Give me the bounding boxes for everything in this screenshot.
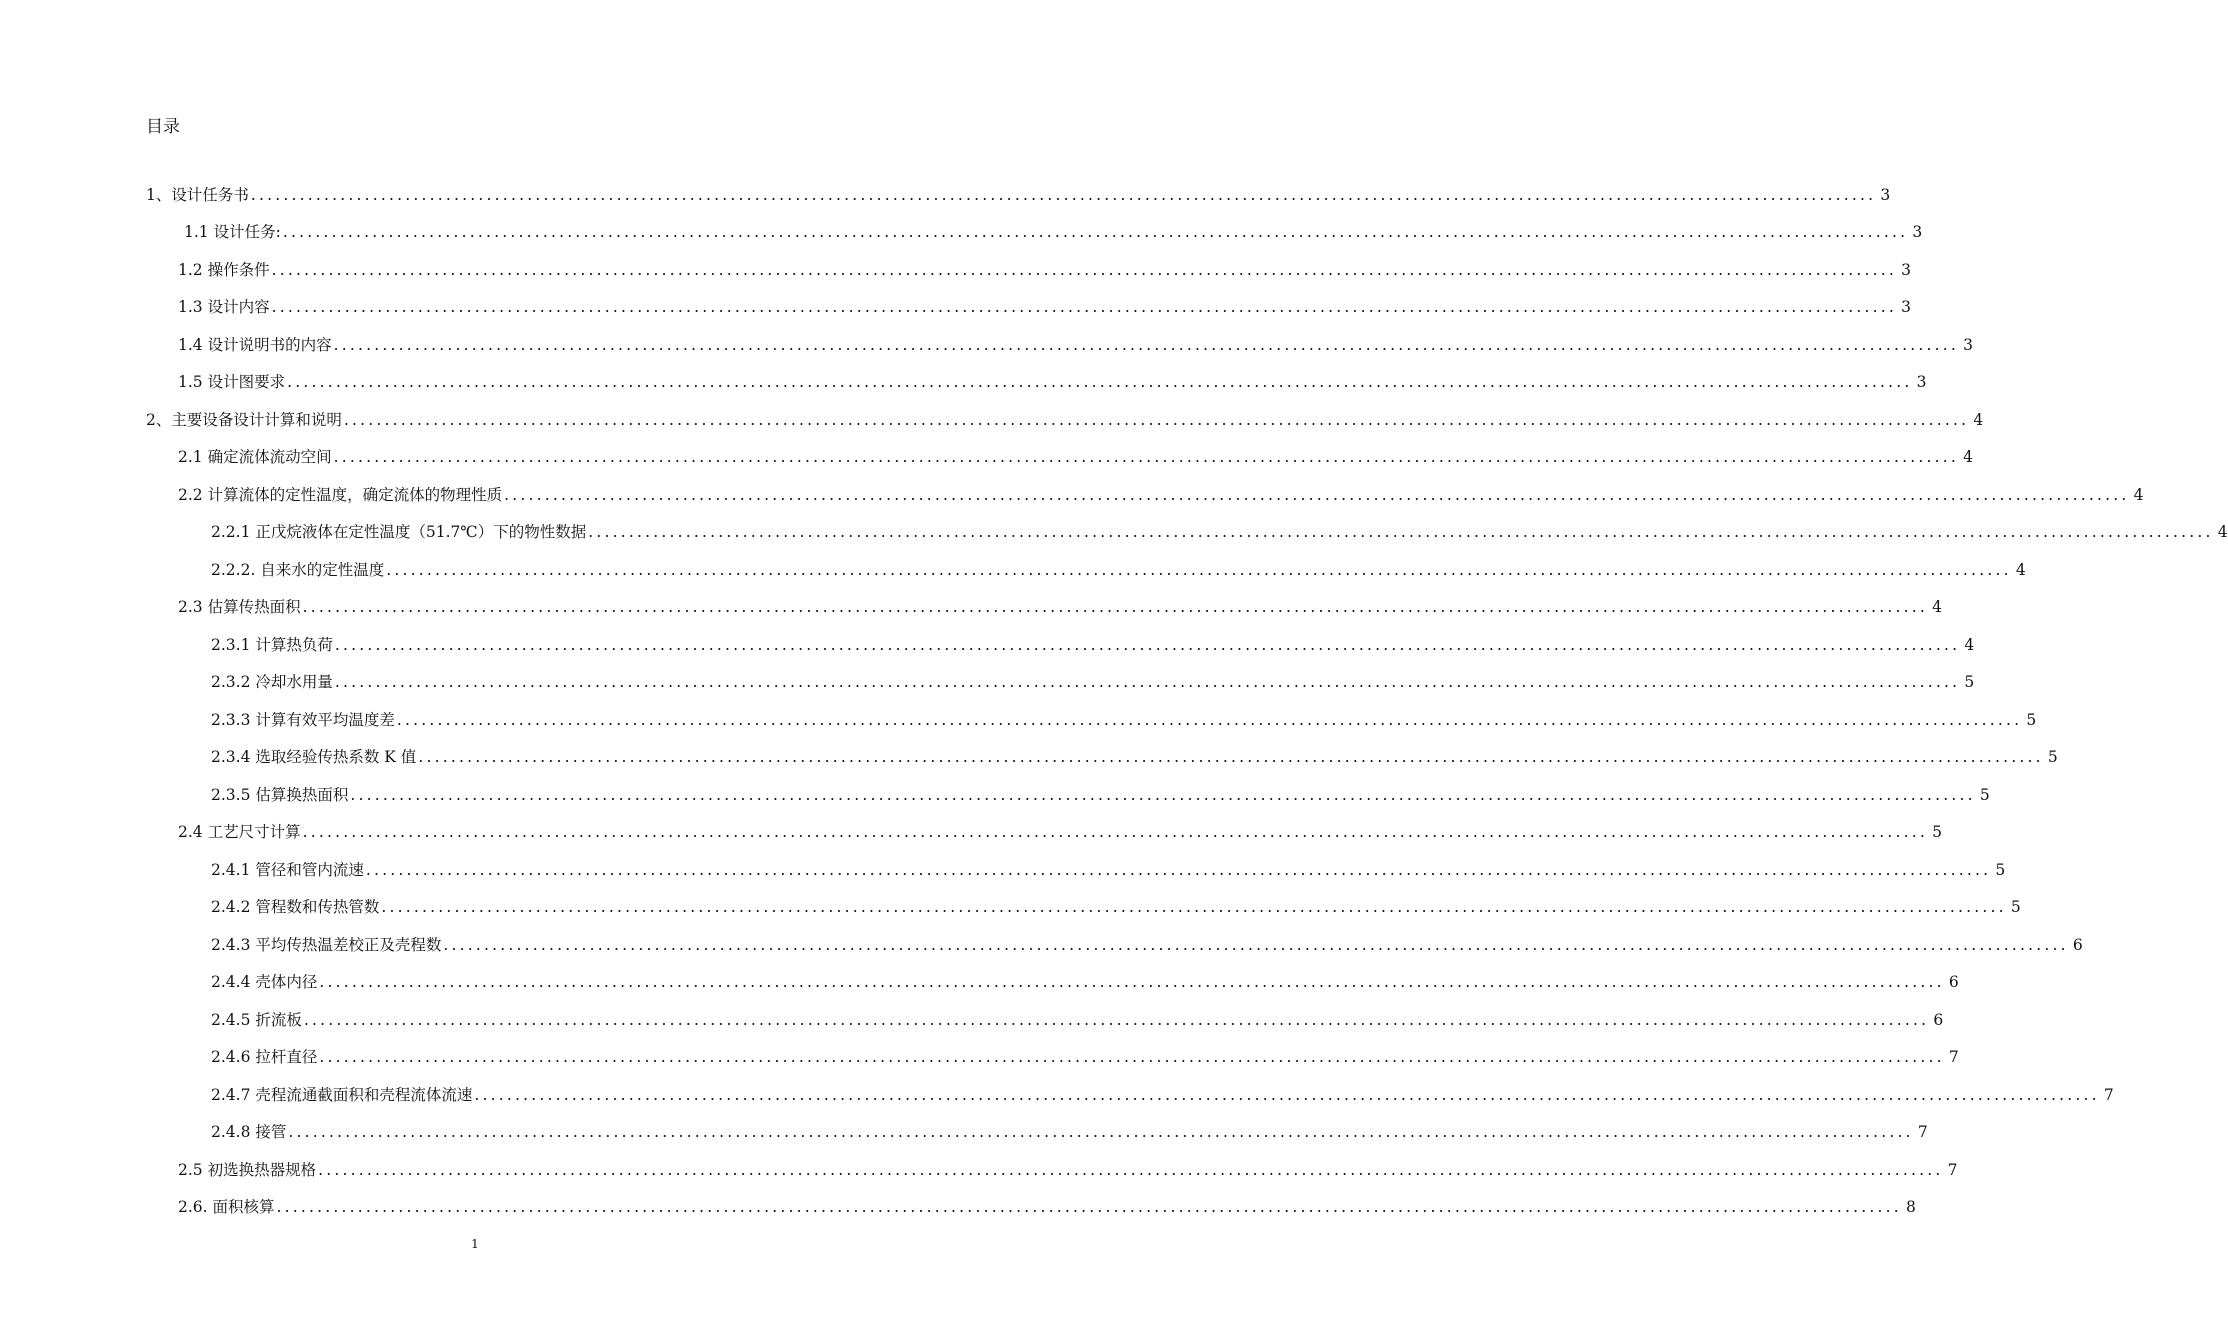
toc-entry-page: 4 [2015, 560, 2026, 579]
toc-leader-dots: ........................................................................................................................................................................................................ [588, 523, 2214, 542]
toc-entry-title: 2.4.3 平均传热温差校正及壳程数 [211, 935, 442, 954]
toc-entry-title: 2.4.5 折流板 [211, 1010, 302, 1029]
toc-entry-page: 6 [1948, 973, 1959, 992]
toc-entry-page: 5 [1995, 860, 2006, 879]
toc-entry-title: 2.4.2 管程数和传热管数 [211, 898, 380, 917]
toc-leader-dots: ........................................................................................................................................................................................................ [504, 485, 2130, 504]
toc-entry-page: 7 [2103, 1085, 2114, 1104]
toc-entry-page: 5 [2047, 748, 2058, 767]
toc-leader-dots: ........................................................................................................................................................................................................ [365, 860, 1992, 879]
toc-entry-page: 5 [1932, 823, 1942, 842]
toc-entry[interactable] [0, 514, 2228, 552]
toc-entry-title: 2.4.1 管径和管内流速 [211, 860, 364, 879]
toc-entry-title: 2.3.1 计算热负荷 [211, 635, 333, 654]
toc-entry[interactable] [0, 1189, 1916, 1227]
toc-entry-page: 3 [1880, 185, 1891, 204]
toc-entry[interactable] [0, 1151, 1958, 1189]
toc-entry-page: 6 [1933, 1010, 1944, 1029]
toc-leader-dots: ........................................................................................................................................................................................................ [288, 1123, 1914, 1142]
toc-entry-title: 2.4 工艺尺寸计算 [178, 823, 301, 842]
toc-leader-dots: ........................................................................................................................................................................................................ [386, 560, 2012, 579]
toc-entry[interactable] [0, 214, 1923, 252]
toc-entry-page: 5 [2026, 710, 2037, 729]
toc-entry-title: 2.4.4 壳体内径 [211, 973, 318, 992]
toc-entry-page: 3 [1901, 298, 1911, 317]
toc-entry[interactable] [0, 326, 1973, 364]
toc-entry[interactable] [0, 551, 2026, 589]
toc-entry[interactable] [0, 664, 1975, 702]
toc-entry-page: 3 [1916, 373, 1927, 392]
toc-leader-dots: ........................................................................................................................................................................................................ [318, 1160, 1944, 1179]
toc-entry[interactable] [0, 251, 1911, 289]
toc-leader-dots: ........................................................................................................................................................................................................ [396, 710, 2023, 729]
toc-entry-title: 1.4 设计说明书的内容 [178, 335, 332, 354]
toc-leader-dots: ........................................................................................................................................................................................................ [282, 223, 1909, 242]
toc-entry[interactable] [0, 401, 1984, 439]
toc-entry[interactable] [0, 851, 2006, 889]
toc-entry-page: 7 [1917, 1123, 1928, 1142]
toc-entry-page: 8 [1906, 1198, 1916, 1217]
toc-entry-title: 2.4.8 接管 [211, 1123, 287, 1142]
toc-leader-dots: ........................................................................................................................................................................................................ [276, 1198, 1902, 1217]
toc-entry-page: 5 [1979, 785, 1990, 804]
toc-entry-title: 2.2.1 正戊烷液体在定性温度（51.7℃）下的物性数据 [211, 523, 587, 542]
toc-leader-dots: ........................................................................................................................................................................................................ [271, 298, 1897, 317]
toc-leader-dots: ........................................................................................................................................................................................................ [287, 373, 1913, 392]
toc-leader-dots: ........................................................................................................................................................................................................ [302, 598, 1928, 617]
toc-leader-dots: ........................................................................................................................................................................................................ [333, 448, 1959, 467]
toc-entry-title: 2.2.2. 自来水的定性温度 [211, 560, 385, 579]
toc-entry[interactable] [0, 889, 2021, 927]
toc-entry-title: 1.3 设计内容 [178, 298, 270, 317]
toc-entry[interactable] [0, 1114, 1928, 1152]
toc-entry-title: 2.3.2 冷却水用量 [211, 673, 333, 692]
toc-entry-page: 4 [2217, 523, 2228, 542]
toc-entry-page: 3 [1963, 335, 1973, 354]
toc-entry-page: 7 [1947, 1160, 1958, 1179]
toc-entry[interactable] [0, 589, 1942, 627]
toc-entry-title: 2.4.7 壳程流通截面积和壳程流体流速 [211, 1085, 473, 1104]
toc-entry-page: 4 [1963, 448, 1973, 467]
toc-leader-dots: ........................................................................................................................................................................................................ [319, 1048, 1945, 1067]
toc-entry-title: 2.3.5 估算换热面积 [211, 785, 349, 804]
toc-entry-page: 4 [1973, 410, 1984, 429]
toc-list [0, 176, 2228, 1226]
toc-entry[interactable] [0, 1001, 1944, 1039]
toc-entry[interactable] [0, 926, 2083, 964]
toc-entry[interactable] [0, 176, 1891, 214]
toc-entry-title: 1.1 设计任务: [184, 223, 281, 242]
toc-entry-title: 2.1 确定流体流动空间 [178, 448, 332, 467]
toc-entry-title: 1.5 设计图要求 [178, 373, 286, 392]
toc-entry-title: 2.3 估算传热面积 [178, 598, 301, 617]
toc-leader-dots: ........................................................................................................................................................................................................ [381, 898, 2007, 917]
toc-leader-dots: ........................................................................................................................................................................................................ [333, 335, 1959, 354]
toc-entry-page: 7 [1948, 1048, 1959, 1067]
page-number: 1 [471, 1237, 479, 1251]
toc-entry-page: 3 [1912, 223, 1923, 242]
toc-entry-title: 2.3.4 选取经验传热系数 K 值 [211, 748, 417, 767]
toc-entry-title: 2.3.3 计算有效平均温度差 [211, 710, 395, 729]
toc-entry-page: 6 [2072, 935, 2083, 954]
toc-entry-page: 5 [2010, 898, 2021, 917]
toc-entry-page: 5 [1964, 673, 1975, 692]
toc-leader-dots: ........................................................................................................................................................................................................ [334, 673, 1961, 692]
toc-entry[interactable] [0, 439, 1973, 477]
toc-entry-title: 2.2 计算流体的定性温度，确定流体的物理性质 [178, 485, 503, 504]
toc-entry[interactable] [0, 739, 2058, 777]
toc-entry[interactable] [0, 626, 1975, 664]
toc-leader-dots: ........................................................................................................................................................................................................ [443, 935, 2069, 954]
toc-entry-title: 2.4.6 拉杆直径 [211, 1048, 318, 1067]
toc-entry-page: 4 [2133, 485, 2144, 504]
toc-entry-title: 2.5 初选换热器规格 [178, 1160, 317, 1179]
toc-entry-title: 2.6. 面积核算 [178, 1198, 275, 1217]
toc-entry[interactable] [0, 1076, 2114, 1114]
toc-leader-dots: ........................................................................................................................................................................................................ [334, 635, 1961, 654]
toc-entry[interactable] [0, 476, 2144, 514]
toc-entry-title: 2、主要设备设计计算和说明 [146, 410, 342, 429]
toc-entry-page: 4 [1932, 598, 1942, 617]
toc-heading: 目录 [146, 117, 180, 137]
toc-entry[interactable] [0, 1039, 1959, 1077]
toc-leader-dots: ........................................................................................................................................................................................................ [343, 410, 1970, 429]
toc-entry-title: 1、设计任务书 [146, 185, 249, 204]
toc-entry-title: 1.2 操作条件 [178, 260, 270, 279]
toc-entry[interactable] [0, 289, 1911, 327]
toc-leader-dots: ........................................................................................................................................................................................................ [271, 260, 1897, 279]
toc-leader-dots: ........................................................................................................................................................................................................ [350, 785, 1976, 804]
toc-leader-dots: ........................................................................................................................................................................................................ [302, 823, 1928, 842]
toc-entry-page: 3 [1901, 260, 1911, 279]
toc-entry[interactable] [0, 776, 1990, 814]
toc-leader-dots: ........................................................................................................................................................................................................ [474, 1085, 2100, 1104]
toc-entry[interactable] [0, 964, 1959, 1002]
toc-leader-dots: ........................................................................................................................................................................................................ [250, 185, 1877, 204]
toc-leader-dots: ........................................................................................................................................................................................................ [418, 748, 2044, 767]
toc-leader-dots: ........................................................................................................................................................................................................ [303, 1010, 1930, 1029]
toc-entry[interactable] [0, 814, 1942, 852]
toc-leader-dots: ........................................................................................................................................................................................................ [319, 973, 1945, 992]
toc-entry[interactable] [0, 364, 1927, 402]
toc-entry[interactable] [0, 701, 2037, 739]
toc-entry-page: 4 [1964, 635, 1975, 654]
